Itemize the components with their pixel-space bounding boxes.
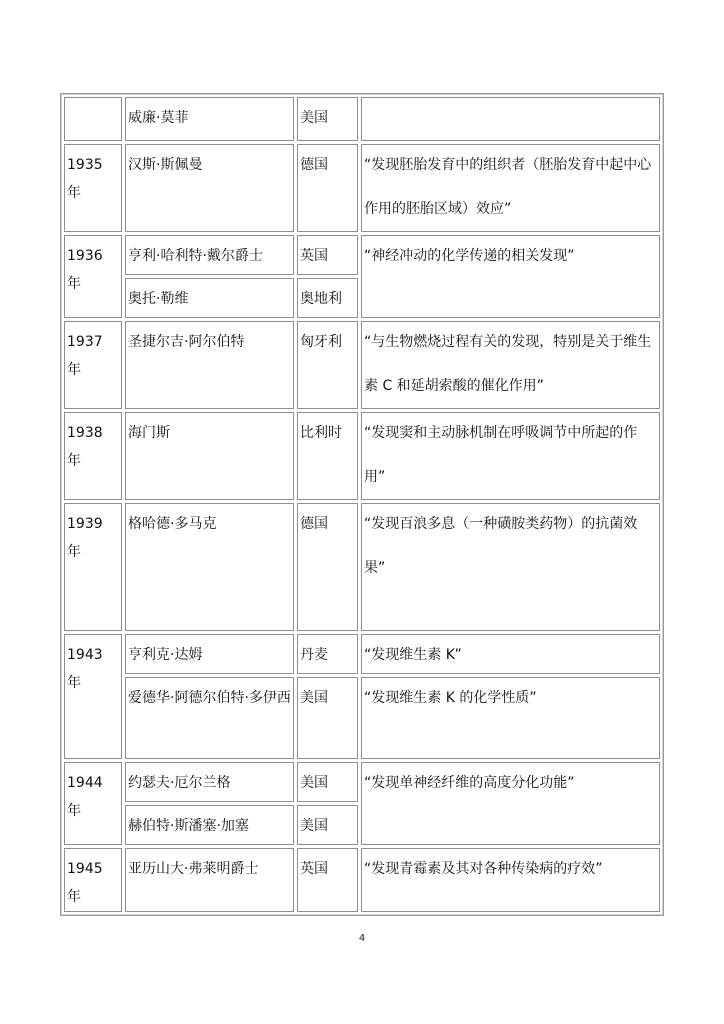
name-cell: 汉斯·斯佩曼 — [125, 144, 294, 232]
reason-text: “发现百浪多息（一种磺胺类药物）的抗菌效果” — [364, 516, 638, 576]
country-cell: 德国 — [297, 144, 358, 232]
table-row — [64, 762, 660, 802]
reason-cell — [361, 503, 660, 631]
table-row — [64, 321, 660, 409]
name-text: 爱德华·阿德尔伯特·多伊西 — [128, 690, 291, 706]
year-cell: 1939 年 — [64, 503, 122, 631]
name-cell: 圣捷尔吉·阿尔伯特 — [125, 321, 294, 409]
country-cell: 美国 — [297, 805, 358, 845]
reason-cell — [361, 144, 660, 232]
country-cell: 匈牙利 — [297, 321, 358, 409]
table-row — [64, 412, 660, 500]
reason-cell: “发现维生素 K 的化学性质” — [361, 677, 660, 759]
table-row — [64, 97, 660, 141]
country-cell: 英国 — [297, 235, 358, 275]
table-row — [64, 634, 660, 674]
reason-text: “发现窦和主动脉机制在呼吸调节中所起的作用” — [364, 425, 638, 485]
year-cell: 1943 年 — [64, 634, 122, 759]
year-cell — [64, 97, 122, 141]
year-cell: 1945 年 — [64, 848, 122, 912]
nobel-laureates-table — [60, 93, 664, 916]
country-cell: 美国 — [297, 762, 358, 802]
year-cell: 1935 年 — [64, 144, 122, 232]
reason-cell — [361, 412, 660, 500]
reason-cell: “发现单神经纤维的高度分化功能” — [361, 762, 660, 845]
name-cell: 格哈德·多马克 — [125, 503, 294, 631]
reason-cell — [361, 321, 660, 409]
country-cell: 美国 — [297, 97, 358, 141]
country-cell: 丹麦 — [297, 634, 358, 674]
country-cell: 比利时 — [297, 412, 358, 500]
country-cell: 美国 — [297, 677, 358, 759]
table-row — [64, 235, 660, 275]
country-cell: 英国 — [297, 848, 358, 912]
name-cell — [125, 677, 294, 759]
reason-text: “发现胚胎发育中的组织者（胚胎发育中起中心作用的胚胎区域）效应” — [364, 157, 652, 217]
name-cell: 亚历山大·弗莱明爵士 — [125, 848, 294, 912]
name-cell: 赫伯特·斯潘塞·加塞 — [125, 805, 294, 845]
year-cell: 1944 年 — [64, 762, 122, 845]
table-row — [64, 677, 660, 759]
country-cell: 奥地利 — [297, 278, 358, 318]
reason-cell: “发现青霉素及其对各种传染病的疗效” — [361, 848, 660, 912]
name-cell: 亨利·哈利特·戴尔爵士 — [125, 235, 294, 275]
year-cell: 1936 年 — [64, 235, 122, 318]
name-cell: 亨利克·达姆 — [125, 634, 294, 674]
name-cell: 约瑟夫·厄尔兰格 — [125, 762, 294, 802]
reason-text: “与生物燃烧过程有关的发现，特别是关于维生素 C 和延胡索酸的催化作用” — [364, 334, 652, 394]
table-row — [64, 848, 660, 912]
page-number: 4 — [358, 933, 366, 944]
name-cell: 威廉·莫菲 — [125, 97, 294, 141]
country-cell: 德国 — [297, 503, 358, 631]
name-cell: 海门斯 — [125, 412, 294, 500]
year-cell: 1938 年 — [64, 412, 122, 500]
table-row — [64, 503, 660, 631]
year-cell: 1937 年 — [64, 321, 122, 409]
table-row — [64, 144, 660, 232]
name-cell: 奥托·勒维 — [125, 278, 294, 318]
reason-cell — [361, 97, 660, 141]
reason-cell: “发现维生素 K” — [361, 634, 660, 674]
reason-cell: “神经冲动的化学传递的相关发现” — [361, 235, 660, 318]
